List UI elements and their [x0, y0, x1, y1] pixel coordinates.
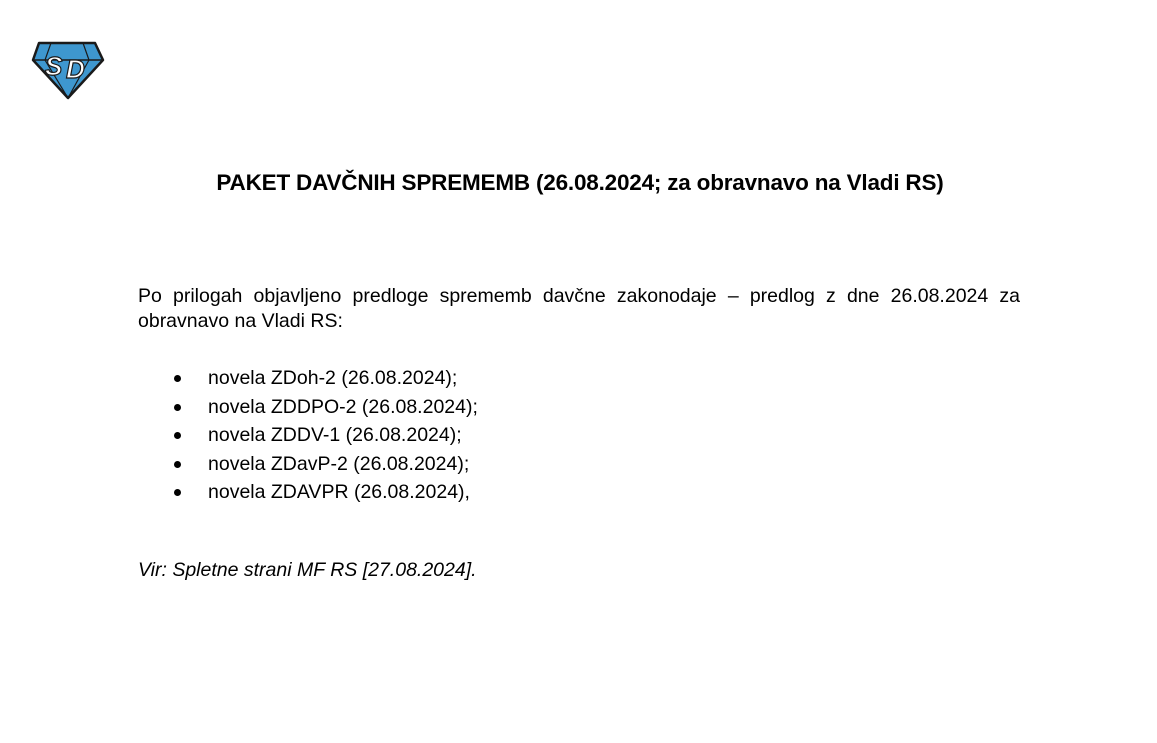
bullet-icon [174, 432, 181, 439]
intro-paragraph: Po prilogah objavljeno predloge sprememb davčne zakonodaje – predlog z dne 26.08.2024 za obravnavo na Vladi RS: [138, 285, 1020, 332]
list-item [138, 364, 478, 393]
diamond-shield-logo-icon [31, 40, 105, 100]
list-item-text: novela ZDDV-1 (26.08.2024); [208, 424, 462, 446]
source-note: Vir: Spletne strani MF RS [27.08.2024]. [138, 559, 477, 581]
list-item-text: novela ZDoh-2 (26.08.2024); [208, 367, 458, 389]
list-item [138, 421, 478, 450]
bullet-icon [174, 461, 181, 468]
svg-text:D: D [66, 54, 85, 84]
company-logo [31, 40, 105, 100]
bullet-icon [174, 404, 181, 411]
list-item-text: novela ZDAVPR (26.08.2024), [208, 481, 470, 503]
list-item [138, 450, 478, 479]
list-item-text: novela ZDDPO-2 (26.08.2024); [208, 395, 478, 418]
list-item [138, 393, 478, 422]
bullet-icon [174, 489, 181, 496]
document-title: PAKET DAVČNIH SPREMEMB (26.08.2024; za obravnavo na Vladi RS) [216, 170, 944, 195]
amendment-list [138, 364, 478, 507]
svg-text:S: S [45, 51, 63, 81]
bullet-icon [174, 375, 181, 382]
list-item [138, 478, 478, 507]
list-item-text: novela ZDavP-2 (26.08.2024); [208, 452, 470, 475]
